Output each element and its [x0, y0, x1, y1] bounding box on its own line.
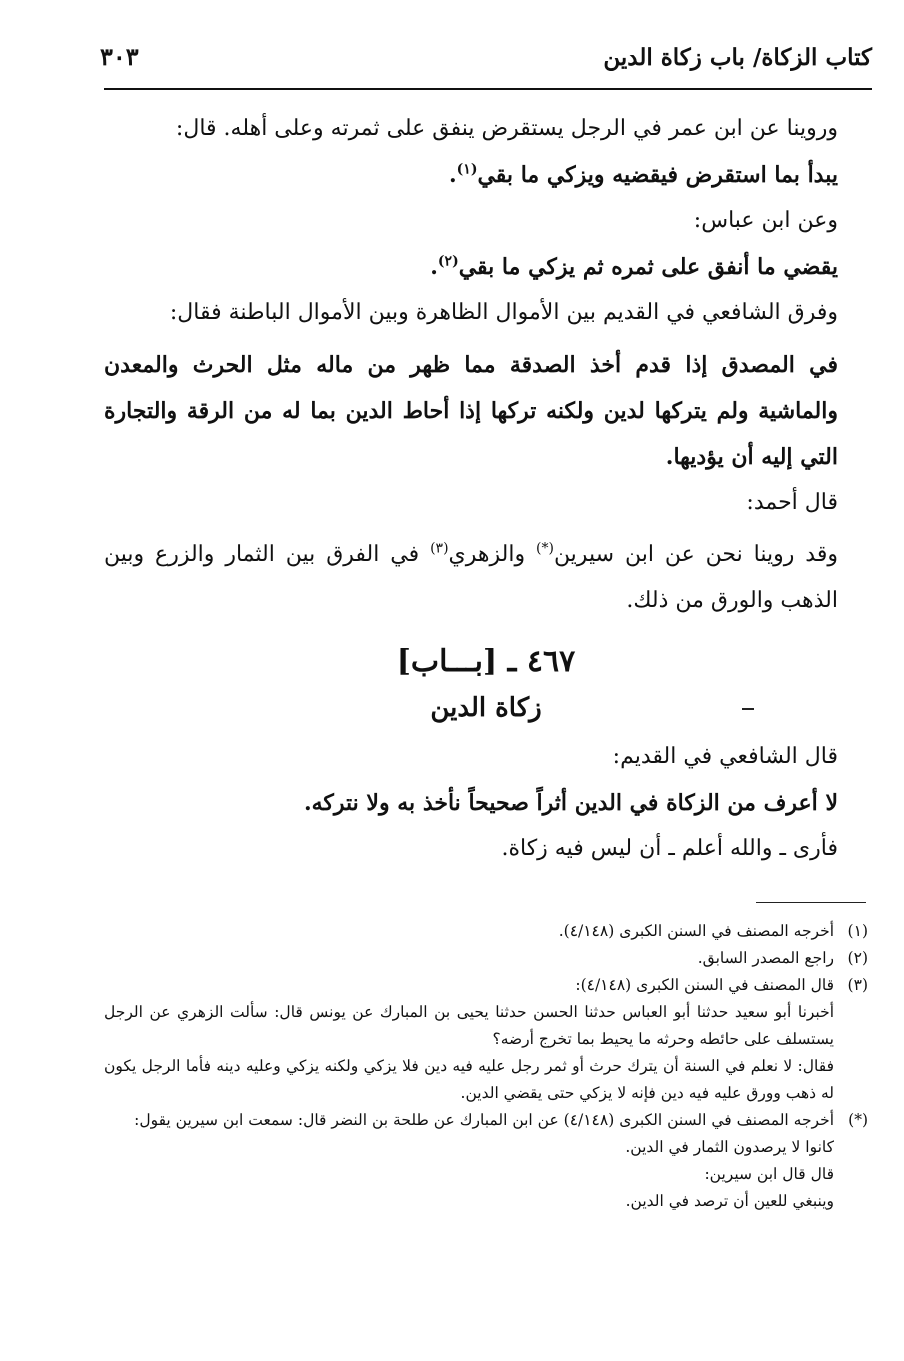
footnote-rule [756, 902, 866, 903]
paragraph: فأرى ـ والله أعلم ـ أن ليس فيه زكاة. [501, 836, 838, 861]
footnote-line: قال قال ابن سيرين: [704, 1165, 834, 1183]
footnote-line: وينبغي للعين أن ترصد في الدين. [625, 1192, 834, 1210]
footnote-line: أخرجه المصنف في السنن الكبرى (٤/١٤٨). [558, 922, 834, 940]
section-title: زكاة الدين [430, 693, 542, 723]
footnote-mark: (*) [848, 1111, 868, 1129]
main-text [104, 106, 868, 872]
text-span: في الفرق بين الثمار والزرع وبين الذهب والورق من ذلك. [104, 542, 838, 613]
page-number: ٣٠٣ [100, 42, 139, 71]
section-number: ٤٦٧ ـ [بـــاب] [396, 644, 576, 679]
footnote-ref: (٢) [437, 253, 459, 270]
footnotes [104, 918, 868, 1215]
paragraph: وفرق الشافعي في القديم بين الأموال الظاهرة وبين الأموال الباطنة فقال: [169, 300, 838, 325]
footnote [104, 1107, 868, 1215]
footnote-line: أخبرنا أبو سعيد حدثنا أبو العباس حدثنا الحسن حدثنا يحيى بن المبارك عن يونس قال: سألت الزهري عن الرجل يستسلف على حائطه وحرثه ما يحيط بما تخرج أرضه؟ [104, 1003, 834, 1048]
footnote-ref: (٣) [430, 540, 449, 557]
quote-text: يقضي ما أنفق على ثمره ثم يزكي ما بقي [458, 254, 838, 280]
quote-line [104, 244, 868, 290]
footnote-ref: (*) [536, 540, 554, 557]
quote-line: لا أعرف من الزكاة في الدين أثراً صحيحاً نأخذ به ولا نتركه. [303, 790, 838, 816]
footnote-line: فقال: لا نعلم في السنة أن يترك حرث أو ثمر رجل عليه فيه دين فلا يزكي ولكنه يزكي وعليه دينه فأما الرجل يكون له ذهب وورق عليه فيه دين فإنه لا يزكي حتى يقضي الدين. [104, 1057, 834, 1102]
running-title: كتاب الزكاة/ باب زكاة الدين [603, 44, 872, 71]
footnote-mark: (١) [847, 922, 868, 940]
footnote [104, 918, 868, 945]
header-rule [104, 88, 872, 90]
punctuation: . [449, 162, 457, 188]
footnote-line: كانوا لا يرصدون الثمار في الدين. [625, 1138, 834, 1156]
footnote-mark: (٣) [847, 976, 868, 994]
footnote-mark: (٢) [847, 949, 868, 967]
footnote-line: راجع المصدر السابق. [697, 949, 834, 967]
paragraph: قال أحمد: [746, 490, 838, 515]
footnote-ref: (١) [456, 161, 478, 178]
footnote-line: قال المصنف في السنن الكبرى (٤/١٤٨): [575, 976, 834, 994]
quote-paragraph: في المصدق إذا قدم أخذ الصدقة مما ظهر من ماله مثل الحرث والمعدن والماشية ولم يتركها لدين ولكنه تركها إذا أحاط الدين بما له من الرقة والتجارة التي إليه أن يؤديها. [104, 352, 838, 470]
text-span: والزهري [448, 542, 536, 567]
punctuation: . [430, 254, 438, 280]
page-header [100, 40, 872, 86]
paragraph: وروينا عن ابن عمر في الرجل يستقرض ينفق على ثمرته وعلى أهله. قال: [175, 116, 838, 141]
paragraph [104, 532, 868, 624]
quote-line [104, 152, 868, 198]
text-span: وقد روينا نحن عن ابن سيرين [553, 542, 838, 567]
paragraph: قال الشافعي في القديم: [612, 744, 838, 769]
footnote-line: أخرجه المصنف في السنن الكبرى (٤/١٤٨) عن ابن المبارك عن طلحة بن النضر قال: سمعت ابن سيرين يقول: [134, 1111, 834, 1129]
footnote [104, 945, 868, 972]
dash-mark [742, 708, 754, 710]
quote-text: يبدأ بما استقرض فيقضيه ويزكي ما بقي [477, 162, 838, 188]
paragraph: وعن ابن عباس: [693, 208, 838, 233]
footnote [104, 972, 868, 1107]
